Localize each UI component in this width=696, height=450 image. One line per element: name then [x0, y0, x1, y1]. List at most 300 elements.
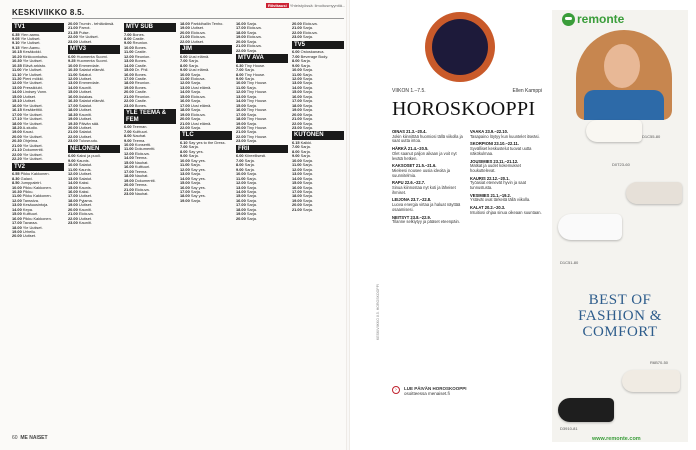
program-title: Yle Uutiset. [22, 224, 43, 230]
program-title: Uusi elämä. [190, 84, 212, 90]
sign-name: LEIJONA 23.7.–22.8. [392, 197, 432, 203]
program-title: Uutiset. [190, 38, 205, 44]
program-title: Sarja. [302, 202, 314, 208]
program-time: 18.00 [180, 193, 190, 199]
tv-column [180, 22, 232, 434]
zodiac-signs [392, 130, 542, 374]
program-time: 21.00 [180, 120, 190, 126]
program-title: Sarja. [190, 71, 202, 77]
program-time: 8.00 [180, 62, 188, 68]
program-title: Kaunis. [78, 184, 92, 190]
program-title: Reunion. [134, 93, 151, 99]
program-time: 14.00 [12, 206, 22, 212]
program-title: Sarja. [188, 58, 199, 64]
program-time: 8.00 [124, 35, 132, 41]
program-title: Tavaraa. [22, 220, 38, 226]
program-time: 19.00 [236, 34, 246, 40]
program-title: Kaikki. [300, 139, 313, 145]
program-time: 23.00 [236, 138, 246, 144]
program-time: 17.00 [68, 193, 78, 199]
program-time: 19.00 [68, 116, 78, 122]
program-title: Sarja. [246, 129, 258, 135]
program-title: Kaksi. [78, 180, 90, 186]
program-time: 11.00 [124, 146, 134, 152]
program-time: 16.30 [68, 98, 78, 104]
program-title: Sarja. [190, 80, 202, 86]
program-time: 14.00 [68, 84, 78, 90]
program-title: Parkkihallin Tenho. [190, 22, 224, 26]
program-title: Elokuva. [246, 25, 262, 31]
program-time: 23.00 [68, 220, 78, 226]
program-time: 16.00 [236, 107, 246, 113]
program-time: 23.00 [292, 34, 302, 40]
program-time: 10.30 [12, 58, 22, 64]
program-time: 13.00 [68, 175, 78, 181]
program-time: 16.00 [68, 93, 78, 99]
program-title: Yle Uutiset. [22, 151, 43, 157]
channel-heading: MTV3 [68, 45, 120, 54]
program-title: Ylen Aamu. [20, 44, 41, 50]
program-time: 10.20 [12, 53, 22, 59]
signs-column-left [392, 130, 464, 228]
brand-logo [562, 12, 624, 26]
horoscope-section [392, 56, 542, 374]
ad-tagline: BEST OF FASHION & COMFORT [578, 292, 662, 340]
program-title: Sarja. [302, 184, 314, 190]
program-title: Reunion. [134, 53, 151, 59]
channel-heading: TV1 [12, 23, 64, 32]
program-title: Yle Uutiset. [22, 120, 43, 126]
program-time: 16.00 [236, 197, 246, 203]
program-title: Uutiset. [78, 38, 93, 44]
sign-text: Työasiat etenevät hyvin ja saat tunnustusta. [470, 180, 526, 191]
program-title: Sarja. [244, 67, 255, 73]
program-title: Kirkkoonkutsu. [22, 53, 49, 59]
program-time: 22.00 [292, 120, 302, 126]
program-time: 20.00 [236, 215, 246, 221]
program-time: 7.00 [124, 31, 132, 37]
sign-name: KAKSOSET 21.5.–21.6. [392, 163, 437, 169]
program-title: Sarja. [246, 47, 258, 53]
program-time: 7.00 [180, 144, 188, 150]
program-time: 13.00 [180, 84, 190, 90]
program-time: 10.00 [180, 157, 190, 163]
program-title: Lindsey Vonn. [22, 89, 48, 95]
program-title: Uutiset. [78, 215, 93, 221]
program-title: Kaksi. [78, 188, 90, 194]
program-time: 10.00 [180, 71, 190, 77]
program-title: Uusi elämä. [188, 67, 210, 73]
program-title: Sarja. [246, 93, 258, 99]
program-title: Sarja. [302, 76, 314, 82]
program-title: Uutiset. [78, 116, 93, 122]
program-title: Uutiset. [22, 93, 37, 99]
shoe-image [558, 214, 622, 240]
program-time: 20.00 [292, 111, 302, 117]
program-title: Sarja. [302, 157, 314, 163]
sign-name: RAPU 22.6.–22.7. [392, 180, 426, 186]
program-time: 18.00 [236, 206, 246, 212]
program-title: Kaunis. [76, 157, 90, 163]
program-title: Uutiset. [190, 25, 205, 31]
channel-heading: TV5 [292, 41, 344, 50]
zodiac-sign [392, 216, 464, 225]
program-title: Sarja. [188, 144, 199, 150]
program-title: Kesäkokki. [22, 49, 42, 55]
program-title: Castle. [134, 89, 147, 95]
program-time: 8.00 [292, 58, 300, 64]
sign-name: JOUSIMIES 23.11.–21.12. [470, 158, 519, 164]
sign-text: Matkat ja uudet kokemukset houkuttelevat. [470, 163, 521, 173]
tv-column [236, 22, 288, 434]
program-time: 21.00 [292, 206, 302, 212]
program-time: 12.00 [68, 76, 78, 82]
program-time: 18.00 [180, 22, 190, 26]
program-title: Sarja. [244, 76, 255, 82]
program-time: 11.10 [12, 71, 22, 77]
program-time: 11.00 [180, 162, 190, 168]
brand-name: remonte [577, 12, 625, 26]
program-title: Sarja. [302, 111, 314, 117]
program-time: 10.00 [124, 44, 134, 50]
program-time: 12.00 [236, 180, 246, 186]
program-title: Päivän sää. [78, 120, 100, 126]
program-time: 13.00 [180, 171, 190, 177]
program-time: 10.00 [68, 162, 78, 168]
program-time: 16.00 [12, 215, 22, 221]
sign-name: SKORPIONI 23.10.–22.11. [470, 141, 519, 147]
program-time: 12.00 [180, 80, 190, 86]
program-title: Sarja. [244, 162, 255, 168]
product-code: D0T23-60 [612, 162, 630, 167]
program-title: Sarja. [302, 166, 314, 172]
program-title: Elokuva. [246, 43, 262, 49]
program-time: 11.00 [292, 71, 302, 77]
program-title: Sarja. [246, 171, 258, 177]
zodiac-sign [470, 160, 542, 174]
program-title: Sarja. [190, 116, 202, 122]
program-time: 22.00 [236, 47, 246, 53]
program-time: 6.30 [236, 62, 244, 68]
program-time: 20.00 [12, 133, 22, 139]
program-title: Urheilu. [22, 229, 37, 235]
program-title: Sarja. [302, 25, 314, 31]
program-time: 20.30 [12, 138, 22, 144]
sign-text: Mieleesi nousee uusia ideoita ja suunnitelmia. [392, 167, 451, 178]
program-title: Tiny House. [246, 80, 268, 86]
program-title: Sarja. [302, 116, 314, 122]
program-time: 15.00 [124, 67, 134, 73]
sign-text: Jokin kiinnittää huomiosi tällä viikolla ja saat uutta intoa. [392, 133, 463, 144]
horoscope-title: HOROSKOOPPI [392, 98, 536, 120]
sign-text: Syvälliset keskustelut tuovat uutta näkökulmaa. [470, 146, 532, 156]
program-title: Ylen aamu. [20, 31, 41, 37]
program-time: 18.00 [292, 193, 302, 199]
program-title: Pikku Kakkonen. [22, 215, 52, 221]
program-time: 6.00 [180, 53, 188, 59]
program-title: Sarja. [302, 84, 314, 90]
program-title: Bones. [134, 102, 147, 108]
program-time: 9.15 [12, 44, 20, 50]
program-title: Sarja. [246, 206, 258, 212]
program-time: 10.00 [68, 62, 78, 68]
program-title: Galaxi. [20, 175, 33, 181]
program-time: 18.00 [12, 224, 22, 230]
program-title: Yle Uutiset. [22, 156, 43, 162]
program-time: 19.00 [292, 197, 302, 203]
program-time: 7.00 [236, 67, 244, 73]
channel-heading: YLE TEEMA & FEM [124, 109, 176, 124]
program-title: Jumppaleiri. [20, 180, 42, 186]
program-title: Nauhat. [132, 133, 147, 139]
program-time: 16.00 [124, 164, 134, 170]
program-time: 17.00 [12, 220, 22, 226]
ad-url[interactable]: www.remonte.com [592, 436, 641, 442]
program-time: 23.00 [68, 138, 78, 144]
program-title: Salatut. [78, 102, 93, 108]
page-number: 60 [12, 435, 18, 441]
program-title: Teema. [132, 137, 146, 143]
program-title: Castle. [134, 49, 147, 55]
program-title: Uutiset. [22, 98, 37, 104]
brand-logo-icon [562, 13, 575, 26]
zodiac-sign [392, 164, 464, 178]
shoe-image [626, 182, 682, 204]
program-entry [236, 49, 288, 53]
program-time: 16.00 [68, 188, 78, 194]
sign-text: Tilanne selkiytyy ja pääset eteenpäin. [392, 219, 460, 225]
ad-tag: Rilvikausi [268, 3, 287, 8]
program-time: 20.00 [124, 89, 134, 95]
program-title: Say yes. [190, 193, 206, 199]
program-title: Uutiset. [78, 76, 93, 82]
program-time: 21.00 [180, 34, 190, 40]
program-time: 18.00 [124, 80, 134, 86]
program-entry [236, 139, 288, 143]
program-title: Pieni mökki. [22, 76, 44, 82]
program-title: Bones. [134, 44, 147, 50]
program-title: Elokuva. [190, 111, 206, 117]
program-entry [68, 40, 120, 44]
program-title: Sarja. [246, 202, 258, 208]
program-title: Sarja. [246, 215, 258, 221]
program-entry [68, 221, 120, 225]
program-title: Elävä arkisto. [22, 62, 47, 68]
program-title: Sarja. [246, 188, 258, 194]
sign-name: KALAT 20.2.–20.3. [470, 205, 506, 211]
program-time: 22.00 [68, 215, 78, 221]
program-title: Sarja. [302, 125, 314, 131]
program-title: Say yes. [190, 166, 206, 172]
program-title: Teema. [134, 168, 148, 174]
program-title: Elokuva. [302, 29, 318, 35]
program-title: Salatut. [78, 175, 93, 181]
program-time: 11.00 [12, 193, 22, 199]
program-title: Elokuva. [190, 29, 206, 35]
product-code: R6B70-50 [650, 360, 669, 365]
program-time: 19.00 [12, 129, 22, 135]
program-time: 9.00 [180, 67, 188, 73]
program-time: 10.00 [236, 80, 246, 86]
program-entry [292, 126, 344, 130]
program-title: Reunion. [132, 40, 149, 46]
program-time: 6.15 [292, 139, 300, 145]
program-time: 9.00 [180, 153, 188, 159]
program-entry [180, 126, 232, 130]
program-title: Sarja. [302, 67, 314, 73]
program-title: Castle. [134, 76, 147, 82]
program-title: Uusi elämä. [190, 120, 212, 126]
program-title: Pikku Kakkonen. [22, 193, 52, 199]
sign-name: VESIMIES 21.1.–19.2. [470, 192, 511, 198]
shoe-image [622, 370, 680, 392]
sign-text: Luova energia virtaa ja haluat näyttää osaamisesi. [392, 202, 461, 212]
program-title: Dokumentti. [134, 177, 156, 183]
program-time: 21.35 [68, 29, 78, 35]
program-time: 9.00 [124, 137, 132, 143]
program-time: 9.25 [68, 58, 76, 64]
program-time: 15.00 [124, 159, 134, 165]
program-time: 23.00 [68, 38, 78, 44]
zodiac-sign [470, 206, 542, 215]
program-title: Sarja. [246, 211, 258, 217]
program-time: 21.00 [292, 116, 302, 122]
program-title: Reunion. [134, 80, 151, 86]
program-time: 20.00 [68, 125, 78, 131]
program-title: Sarja. [302, 89, 314, 95]
sign-name: VAAKA 23.9.–22.10. [470, 129, 509, 134]
sign-text: Ystävät ovat tärkeitä tällä viikolla. [470, 197, 531, 203]
program-time: 8.00 [124, 133, 132, 139]
program-title: Sarja. [302, 102, 314, 108]
program-time: 21.00 [236, 129, 246, 135]
program-title: Sarja. [190, 180, 202, 186]
program-title: Bones. [134, 71, 147, 77]
program-title: Pikku Kakkonen. [22, 184, 52, 190]
program-time: 22.00 [68, 133, 78, 139]
program-title: Sarja. [190, 125, 202, 131]
program-time: 15.10 [12, 98, 22, 104]
program-title: Sarja. [302, 120, 314, 126]
program-time: 11.00 [236, 175, 246, 181]
program-time: 6.00 [68, 53, 76, 59]
program-time: 21.00 [236, 43, 246, 49]
program-title: Pulse. [78, 29, 90, 35]
zodiac-sign [470, 177, 542, 191]
program-time: 16.00 [292, 93, 302, 99]
program-time: 21.00 [68, 25, 78, 31]
program-time: 22.00 [236, 133, 246, 139]
program-title: Trumin - tehtävänsä. [78, 22, 115, 26]
shoe-image [558, 398, 614, 422]
program-title: Sarja. [188, 62, 199, 68]
program-time: 15.00 [68, 89, 78, 95]
model-photo [576, 30, 672, 120]
program-entry [236, 217, 288, 221]
sign-name: HÄRKÄ 21.4.–20.5. [392, 146, 429, 152]
program-title: Sarja. [244, 166, 255, 172]
read-more-title: LUE PÄIVÄN HOROSKOOPPI [404, 386, 467, 391]
program-title: Tiny House. [244, 62, 266, 68]
program-title: Sarja. [246, 175, 257, 181]
program-title: Pikku. [22, 188, 34, 194]
program-title: Kesäkeittiö. [22, 107, 43, 113]
program-time: 17.00 [292, 98, 302, 104]
signs-column-right [470, 130, 542, 219]
program-title: Uusi elämä. [190, 102, 212, 108]
program-time: 14.00 [180, 89, 190, 95]
program-title: Castle. [134, 62, 147, 68]
program-time: 6.00 [124, 124, 132, 130]
program-time: 18.00 [124, 173, 134, 179]
program-title: Sarja. [190, 162, 201, 168]
program-time: 22.00 [68, 34, 78, 40]
program-time: 8.50 [12, 180, 20, 186]
program-title: Uusi elämä. [188, 53, 210, 59]
program-time: 8.00 [236, 71, 244, 77]
program-time: 18.00 [68, 197, 78, 203]
program-time: 6.00 [236, 153, 244, 159]
program-time: 20.00 [124, 182, 134, 188]
program-time: 14.00 [236, 98, 246, 104]
program-time: 17.00 [180, 188, 190, 194]
side-running-text: KESKIVIIKKO 8.5. HOROSKOOPPI [376, 283, 380, 340]
program-title: Uutiset. [78, 133, 93, 139]
program-title: Kauniit. [78, 84, 92, 90]
program-time: 15.00 [292, 180, 302, 186]
sign-name: NEITSYT 23.8.–22.9. [392, 214, 431, 220]
program-time: 11.00 [68, 166, 78, 172]
program-title: Say yes to the Dress. [188, 139, 226, 145]
program-title: Sarja. [246, 29, 258, 35]
program-title: Sarja. [302, 80, 314, 86]
program-time: 19.30 [68, 120, 78, 126]
program-time: 12.00 [124, 150, 134, 156]
program-title: Sarja. [246, 111, 258, 117]
program-title: Emmerdale. [78, 80, 100, 86]
program-time: 16.00 [292, 184, 302, 190]
read-more-box[interactable] [392, 386, 542, 396]
program-time: 21.10 [12, 147, 22, 153]
program-title: Sarja. [302, 93, 314, 99]
program-title: Tiny House. [244, 71, 266, 77]
sign-name: KAURIS 22.12.–20.1. [470, 175, 510, 181]
program-time: 8.30 [12, 175, 20, 181]
program-title: Bones. [134, 84, 147, 90]
program-title: Teema. [134, 155, 148, 161]
program-time: 16.15 [12, 107, 22, 113]
program-title: Sarja. [244, 157, 255, 163]
program-title: Huomenta Suomi. [76, 58, 108, 64]
program-time: 15.00 [180, 93, 190, 99]
program-title: Yle Uutiset. [22, 142, 43, 148]
program-title: Sarja. [302, 34, 314, 40]
program-time: 19.00 [124, 177, 134, 183]
tv-column [68, 22, 120, 434]
program-time: 21.00 [12, 142, 22, 148]
program-time: 14.00 [124, 62, 134, 68]
sign-text: Olet saanut paljon aikaan ja voit nyt levätä hetken. [392, 150, 457, 161]
program-time: 20.00 [236, 38, 246, 44]
program-time: 6.10 [180, 139, 188, 145]
program-title: Tiny House. [246, 98, 268, 104]
program-time: 7.00 [236, 157, 244, 163]
program-time: 14.00 [180, 175, 190, 181]
program-time: 16.00 [180, 98, 190, 104]
channel-heading: MTV AVA [236, 54, 288, 63]
program-title: Uutiset. [78, 89, 93, 95]
program-time: 11.00 [236, 84, 246, 90]
